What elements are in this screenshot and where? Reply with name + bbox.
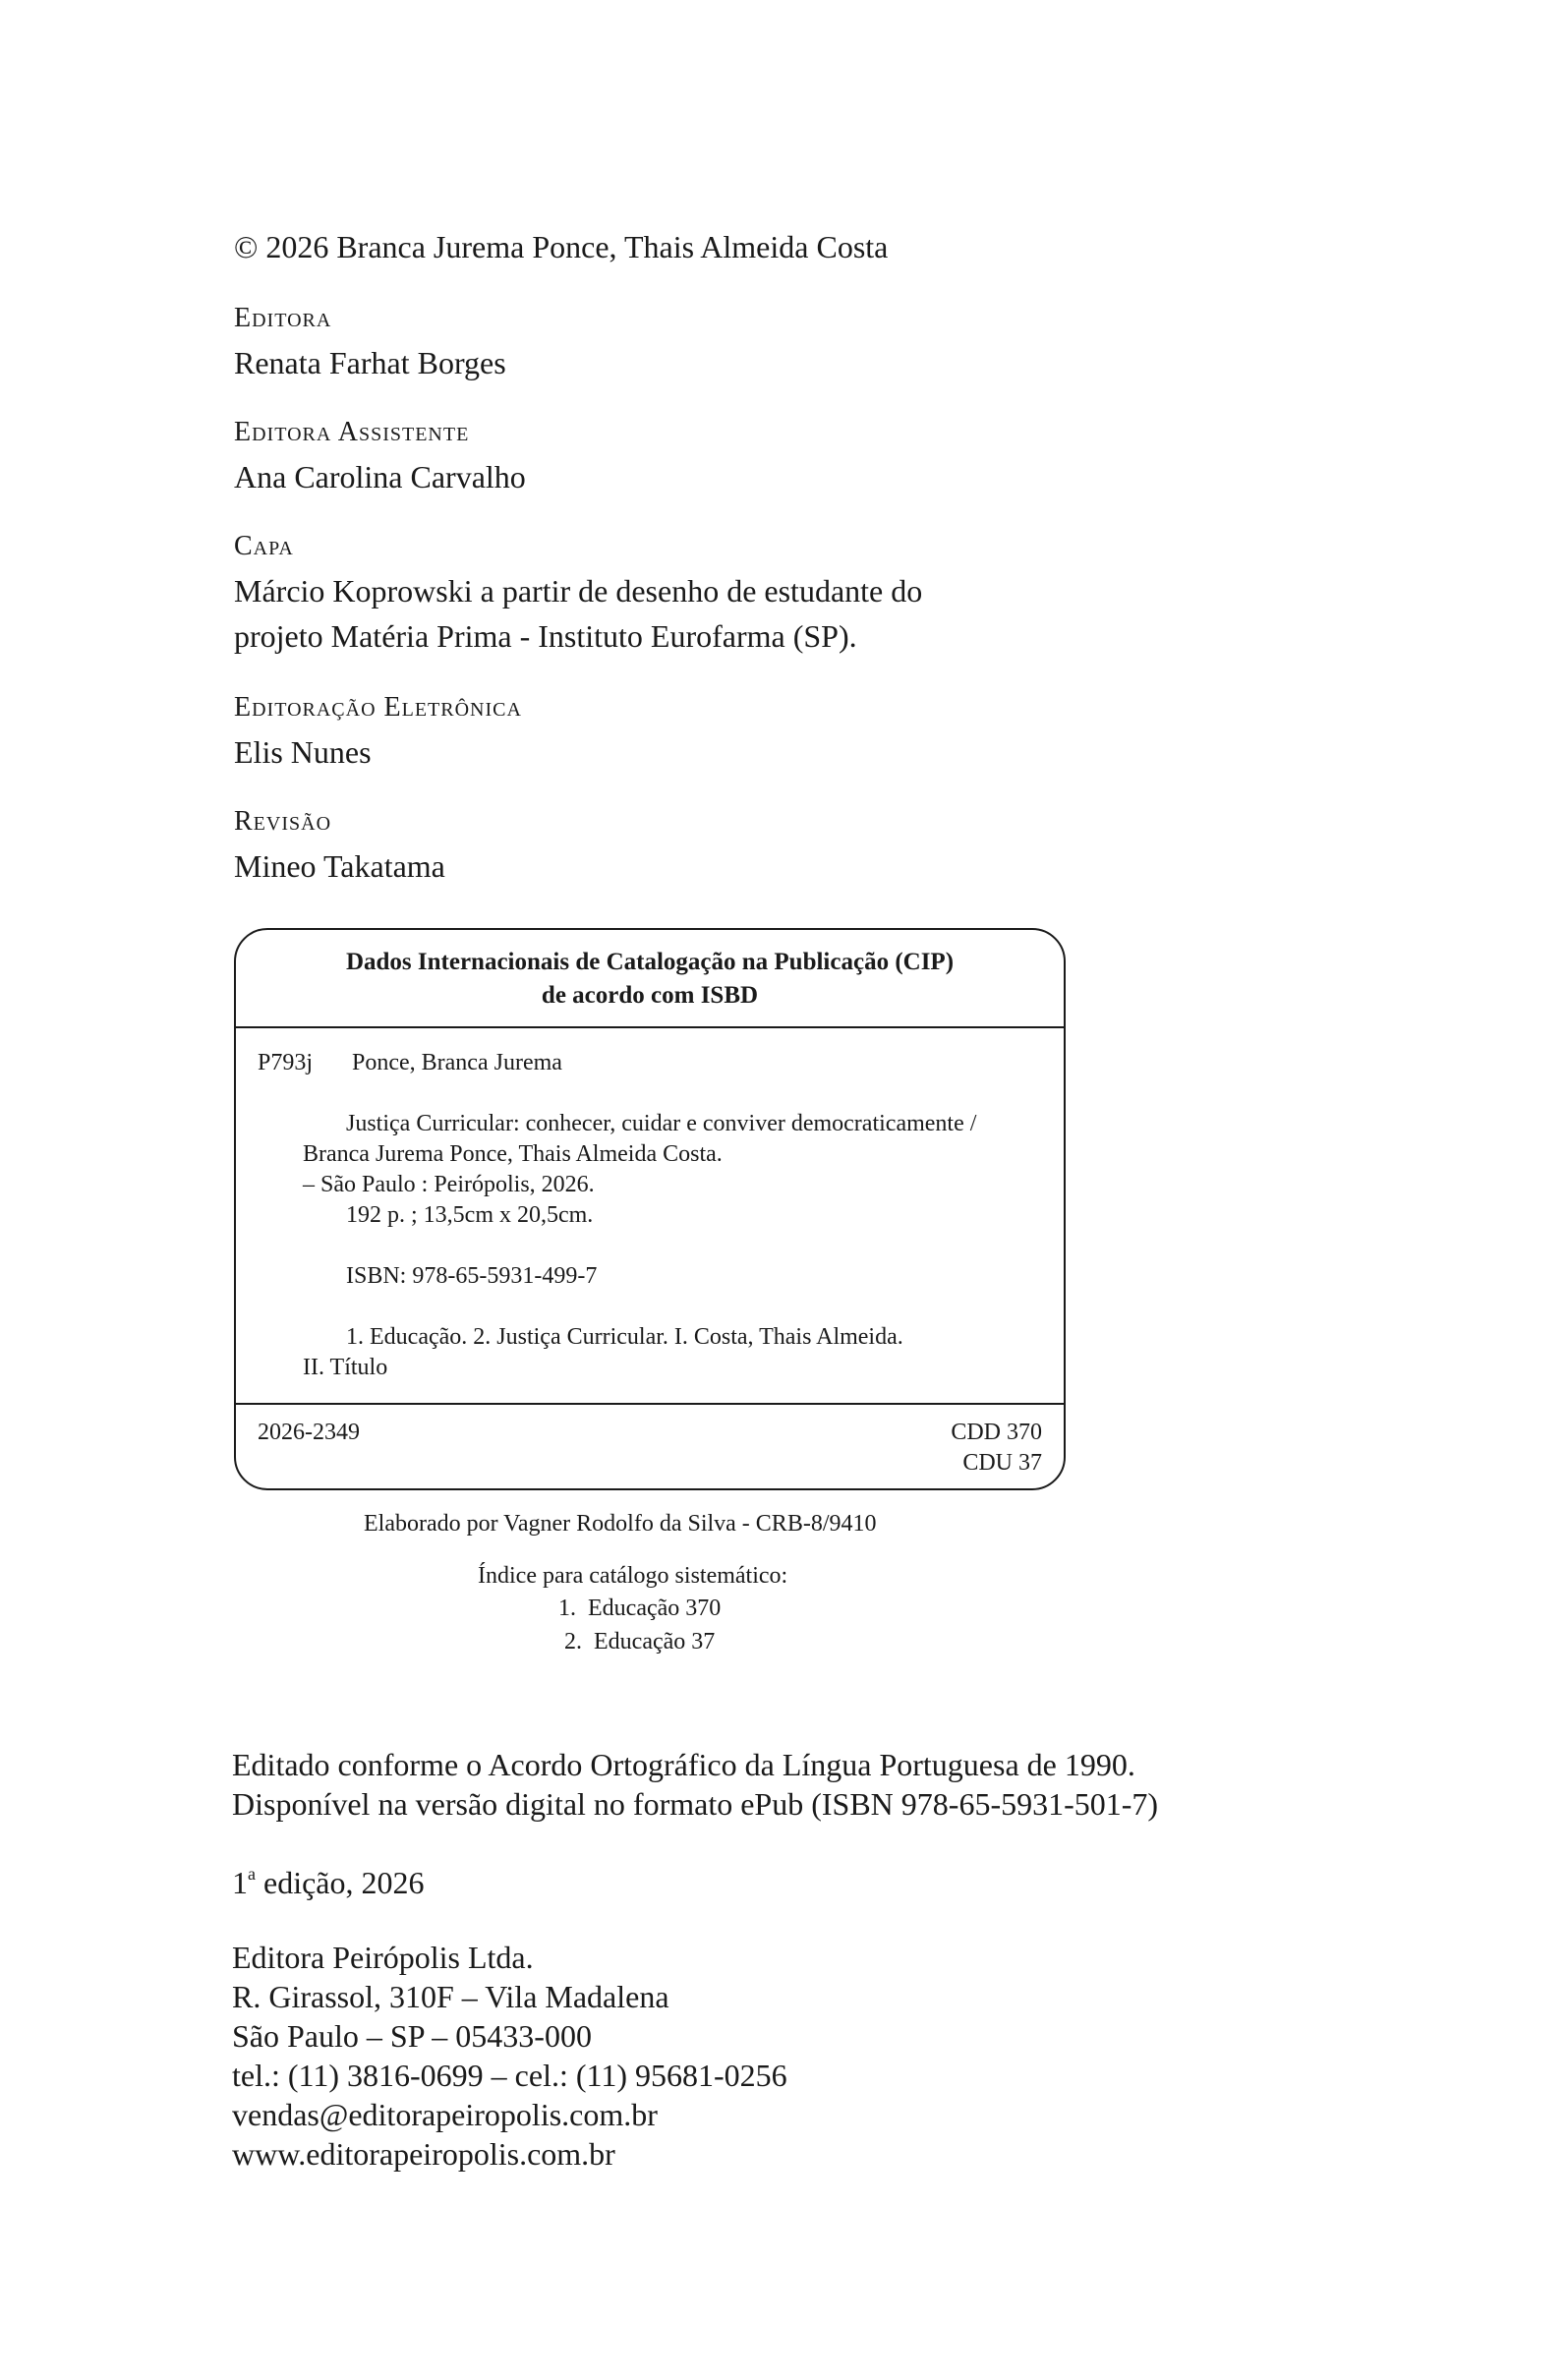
credit-role-editoracao: Editoração Eletrônica: [234, 692, 522, 723]
cip-divider-top: [236, 1026, 1064, 1028]
cip-call-number: P793j: [258, 1050, 314, 1075]
credit-name-capa-line1: Márcio Koprowski a partir de desenho de estudante do: [234, 573, 923, 609]
epub-note: Disponível na versão digital no formato ePub (ISBN 978-65-5931-501-7): [232, 1786, 1159, 1822]
edition-line: [232, 1860, 425, 1905]
credit-role-editora-assistente: Editora Assistente: [234, 417, 470, 447]
cip-title-line3: – São Paulo : Peirópolis, 2026.: [303, 1172, 595, 1197]
index-item-1: 1. Educação 370: [558, 1596, 722, 1621]
cip-pages: 192 p. ; 13,5cm x 20,5cm.: [346, 1202, 594, 1228]
credit-role-revisao: Revisão: [234, 806, 332, 837]
credit-name-editora-assistente: Ana Carolina Carvalho: [234, 459, 526, 494]
cip-header-line1: Dados Internacionais de Catalogação na Publicação (CIP): [345, 949, 955, 975]
cip-catalog-card: [234, 928, 1066, 1490]
publisher-email: vendas@editorapeiropolis.com.br: [232, 2097, 658, 2132]
index-title: Índice para catálogo sistemático:: [478, 1563, 788, 1589]
cip-title-line1: Justiça Curricular: conhecer, cuidar e conviver democraticamente /: [346, 1111, 977, 1136]
copyright-line: © 2026 Branca Jurema Ponce, Thais Almeida Costa: [234, 229, 889, 264]
publisher-phone: tel.: (11) 3816-0699 – cel.: (11) 95681-0256: [232, 2058, 787, 2093]
credit-name-editoracao: Elis Nunes: [234, 734, 372, 770]
publisher-city: São Paulo – SP – 05433-000: [232, 2018, 592, 2054]
cip-title-line2: Branca Jurema Ponce, Thais Almeida Costa.: [303, 1141, 723, 1167]
credit-name-editora: Renata Farhat Borges: [234, 345, 506, 380]
credit-name-capa-line2: projeto Matéria Prima - Instituto Eurofarma (SP).: [234, 618, 857, 654]
cip-isbn: ISBN: 978-65-5931-499-7: [346, 1263, 598, 1289]
edition-ordinal: a: [248, 1864, 256, 1884]
cataloger-credit: Elaborado por Vagner Rodolfo da Silva - CRB-8/9410: [364, 1511, 877, 1537]
publisher-website: www.editorapeiropolis.com.br: [232, 2136, 615, 2172]
orthographic-note: Editado conforme o Acordo Ortográfico da Língua Portuguesa de 1990.: [232, 1747, 1135, 1782]
cip-cdd: CDD 370: [951, 1420, 1042, 1445]
edition-number: 1: [232, 1865, 248, 1900]
cip-header-line2: de acordo com ISBD: [541, 982, 759, 1009]
cip-subjects-line2: II. Título: [303, 1355, 388, 1380]
credit-role-editora: Editora: [234, 303, 332, 333]
cip-author: Ponce, Branca Jurema: [352, 1050, 562, 1075]
cip-cdu: CDU 37: [962, 1450, 1042, 1476]
publisher-name: Editora Peirópolis Ltda.: [232, 1940, 534, 1975]
publisher-street: R. Girassol, 310F – Vila Madalena: [232, 1979, 669, 2014]
credit-name-revisao: Mineo Takatama: [234, 848, 445, 884]
cip-subjects-line1: 1. Educação. 2. Justiça Curricular. I. Costa, Thais Almeida.: [346, 1324, 903, 1350]
index-item-2: 2. Educação 37: [564, 1629, 716, 1654]
credit-role-capa: Capa: [234, 531, 294, 561]
cip-record-number: 2026-2349: [258, 1420, 360, 1445]
edition-text: edição, 2026: [256, 1865, 425, 1900]
cip-divider-bottom: [236, 1403, 1064, 1405]
